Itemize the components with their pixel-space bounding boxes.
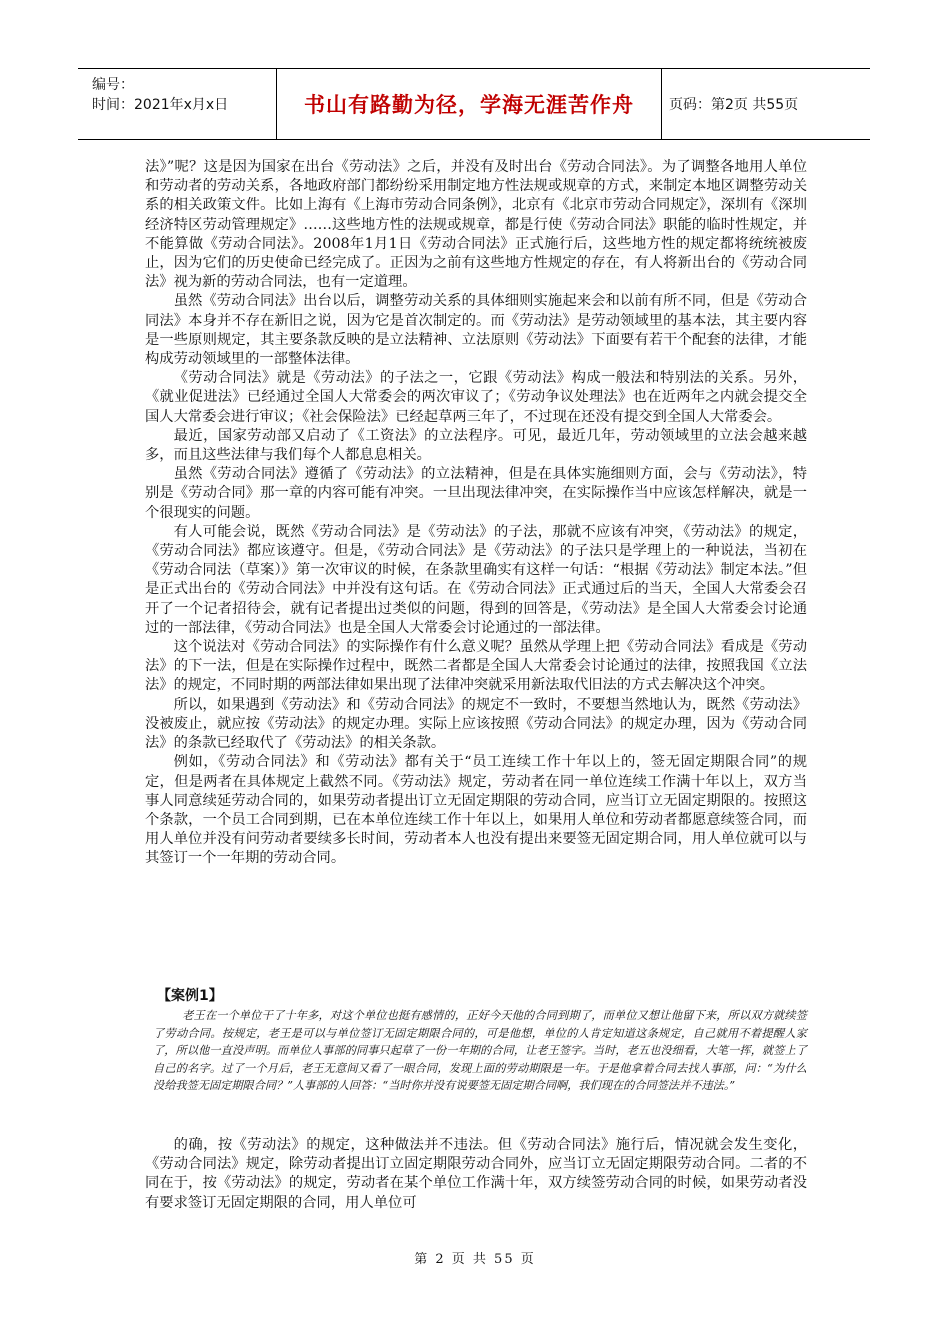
header-page-info: 页码：第2页 共55页 [669,97,799,113]
case-box [145,985,807,1095]
paragraph: 的确，按《劳动法》的规定，这种做法并不违法。但《劳动合同法》施行后，情况就会发生变化，《劳动合同法》规定，除劳动者提出订立固定期限劳动合同外，应当订立无固定期限劳动合同。二者的不同在于，按《劳动法》的规定，劳动者在某个单位工作满十年，双方续签劳动合同的时候，如果劳动者没有要求签订无固定期限的合同，用人单位可 [145,1137,807,1211]
header-motto: 书山有路勤为径，学海无涯苦作舟 [304,93,634,117]
paragraph: 《劳动合同法》就是《劳动法》的子法之一，它跟《劳动法》构成一般法和特别法的关系。另外，《就业促进法》已经通过全国人大常委会的两次审议了；《劳动争议处理法》也在近两年之内就会提交全国人大常委会进行审议；《社会保险法》已经起草两三年了，不过现在还没有提交到全国人大常委会。 [145,370,807,425]
case-text: 老王在一个单位干了十年多，对这个单位也挺有感情的，正好今天他的合同到期了，而单位又想让他留下来，所以双方就续签了劳动合同。按规定，老王是可以与单位签订无固定期限合同的，可是他想，单位的人肯定知道这条规定，自己就用不着提醒人家了，所以他一直没声明。而单位人事部的同事只起草了一份一年期的合同，让老王签字。当时，老五也没细看，大笔一挥，就签上了自己的名字。过了一个月后，老王无意间又看了一眼合同，发现上面的劳动期限是一年。于是他拿着合同去找人事部，问：“为什么没给我签无固定期限合同？”人事部的人回答：“当时你并没有说要签无固定期合同啊，我们现在的合同签法并不违法。” [153,1009,807,1093]
paragraph: 虽然《劳动合同法》出台以后，调整劳动关系的具体细则实施起来会和以前有所不同，但是《劳动合同法》本身并不存在新旧之说，因为它是首次制定的。而《劳动法》是劳动领域里的基本法，其主要内容是一些原则规定，其主要条款反映的是立法精神、立法原则《劳动法》下面要有若干个配套的法律，才能构成劳动领域里的一部整体法律。 [145,293,807,368]
case-title: 【案例1】 [157,988,223,1004]
paragraph: 法》”呢？这是因为国家在出台《劳动法》之后，并没有及时出台《劳动合同法》。为了调整各地用人单位和劳动者的劳动关系，各地政府部门都纷纷采用制定地方性法规或规章的方式，来制定本地区调整劳动关系的相关政策文件。比如上海有《上海市劳动合同条例》，北京有《北京市劳动合同规定》，深圳有《深圳经济特区劳动管理规定》……这些地方性的法规或规章，都是行使《劳动合同法》职能的临时性规定，并不能算做《劳动合同法》。2008年1月1日《劳动合同法》正式施行后，这些地方性的规定都将统统被废止，因为它们的历史使命已经完成了。正因为之前有这些地方性规定的存在，有人将新出台的《劳动合同法》视为新的劳动合同法，也有一定道理。 [145,159,807,291]
main-text [145,158,807,869]
document-time-label: 时间：2021年x月x日 [92,97,229,113]
paragraph: 虽然《劳动合同法》遵循了《劳动法》的立法精神，但是在具体实施细则方面，会与《劳动法》，特别是《劳动合同》那一章的内容可能有冲突。一旦出现法律冲突，在实际操作当中应该怎样解决，就是一个很现实的问题。 [145,466,807,521]
continuation-text [145,1136,807,1213]
document-number-label: 编号： [92,77,134,93]
paragraph: 有人可能会说，既然《劳动合同法》是《劳动法》的子法，那就不应该有冲突，《劳动法》的规定，《劳动合同法》都应该遵守。但是，《劳动合同法》是《劳动法》的子法只是学理上的一种说法，当初在《劳动合同法（草案）》第一次审议的时候，在条款里确实有这样一句话：“根据《劳动法》制定本法。”但是正式出台的《劳动合同法》中并没有这句话。在《劳动合同法》正式通过后的当天，全国人大常委会召开了一个记者招待会，就有记者提出过类似的问题，得到的回答是，《劳动法》是全国人大常委会讨论通过的一部法律，《劳动合同法》也是全国人大常委会讨论通过的一部法律。 [145,523,807,636]
paragraph: 所以，如果遇到《劳动法》和《劳动合同法》的规定不一致时，不要想当然地认为，既然《劳动法》没被废止，就应按《劳动法》的规定办理。实际上应该按照《劳动合同法》的规定办理，因为《劳动合同法》的条款已经取代了《劳动法》的相关条款。 [145,696,807,752]
paragraph: 这个说法对《劳动合同法》的实际操作有什么意义呢？虽然从学理上把《劳动合同法》看成是《劳动法》的下一法，但是在实际操作过程中，既然二者都是全国人大常委会讨论通过的法律，按照我国《立法法》的规定，不同时期的两部法律如果出现了法律冲突就采用新法取代旧法的方式去解决这个冲突。 [145,639,807,694]
page-header [78,68,870,140]
header-motto-cell [276,69,662,139]
header-meta [78,69,276,139]
page-footer: 第 2 页 共 55 页 [414,1252,536,1267]
paragraph: 最近，国家劳动部又启动了《工资法》的立法程序。可见，最近几年，劳动领域里的立法会越来越多，而且这些法律与我们每个人都息息相关。 [145,427,807,464]
paragraph: 例如，《劳动合同法》和《劳动法》都有关于“员工连续工作十年以上的，签无固定期限合同”的规定，但是两者在具体规定上截然不同。《劳动法》规定，劳动者在同一单位连续工作满十年以上，双方当事人同意续延劳动合同的，如果劳动者提出订立无固定期限的劳动合同，应当订立无固定期限的。按照这个条款，一个员工合同到期，已在本单位连续工作十年以上，如果用人单位和劳动者都愿意续签合同，而用人单位并没有问劳动者要续多长时间，劳动者本人也没有提出来要签无固定期合同，用人单位就可以与其签订一个一年期的劳动合同。 [145,754,807,867]
